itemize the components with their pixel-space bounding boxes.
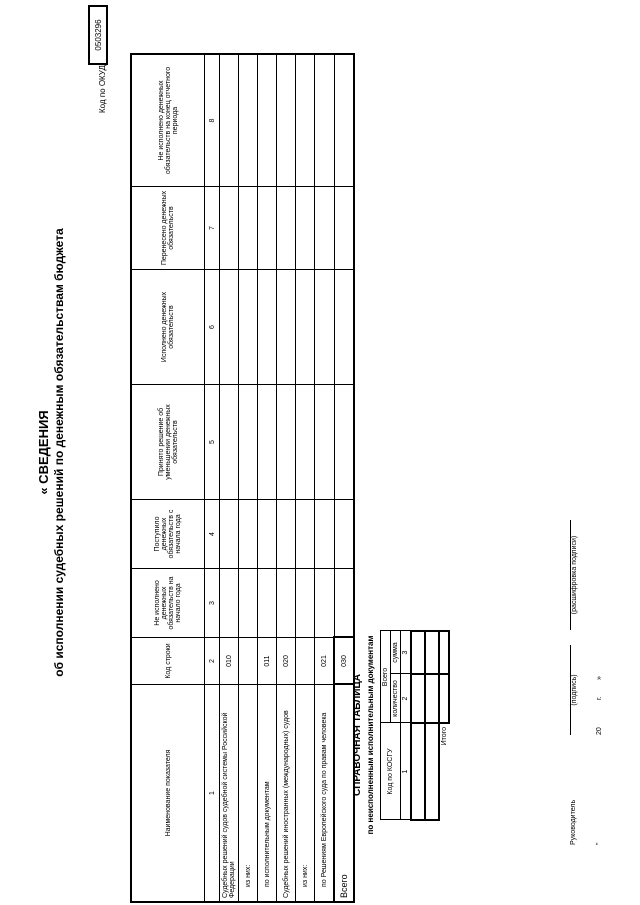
col-header: Не исполнено денежных обязательств на начало года xyxy=(131,569,205,638)
col-header: сумма xyxy=(391,631,401,674)
col-number: 5 xyxy=(205,385,220,500)
signature-sign-caption: (подпись) xyxy=(570,645,578,735)
date-year-prefix: 20 xyxy=(596,727,603,735)
col-number: 1 xyxy=(205,685,220,903)
table-row xyxy=(296,54,315,902)
row-code xyxy=(296,638,315,685)
column-numbers-row xyxy=(205,54,220,902)
col-number: 3 xyxy=(205,569,220,638)
signature-decode-caption: (расшифровка подписи) xyxy=(570,520,578,630)
row-code: 010 xyxy=(220,638,239,685)
row-name: Судебных решений иностранных (международных) судов xyxy=(277,685,296,903)
row-name: Судебных решений судов судебной системы Российской Федерации xyxy=(220,685,239,903)
col-number: 8 xyxy=(205,54,220,187)
main-table xyxy=(130,53,355,903)
col-header: Код по КОСГУ xyxy=(381,723,401,820)
row-code: 021 xyxy=(315,638,335,685)
col-header: Исполнено денежных обязательств xyxy=(131,270,205,385)
form-subtitle: об исполнении судебных решений по денежным обязательствам бюджета xyxy=(52,228,66,677)
form-title: « СВЕДЕНИЯ xyxy=(36,410,51,495)
reference-table xyxy=(380,630,450,821)
table-row xyxy=(315,54,335,902)
col-number: 6 xyxy=(205,270,220,385)
date-year-suffix: г. xyxy=(596,696,603,700)
reference-subtitle: по неисполненным исполнительным документам xyxy=(366,635,375,835)
col-header: Код строки xyxy=(131,638,205,685)
row-code: 020 xyxy=(277,638,296,685)
col-header: Перенесено денежных обязательств xyxy=(131,187,205,270)
col-number: 7 xyxy=(205,187,220,270)
col-number: 2 xyxy=(205,638,220,685)
row-name: из них: xyxy=(239,685,258,903)
total-label: Итого xyxy=(441,727,448,746)
col-header: Принято решение об уменьшении денежных обязательств xyxy=(131,385,205,500)
row-name: Всего xyxy=(334,685,354,903)
table-row xyxy=(258,54,277,902)
col-number: 2 xyxy=(401,674,412,723)
row-code: 030 xyxy=(334,638,354,685)
table-row-total xyxy=(334,54,354,902)
row-name: по исполнительным документам xyxy=(258,685,277,903)
table-row xyxy=(220,54,239,902)
table-row xyxy=(277,54,296,902)
col-header: Наименование показателя xyxy=(131,685,205,903)
col-header: количество xyxy=(391,674,401,723)
row-code: 011 xyxy=(258,638,277,685)
okud-label: Код по ОКУД xyxy=(98,65,107,113)
col-header: Всего xyxy=(381,631,391,723)
header-row xyxy=(131,54,205,902)
table-row xyxy=(239,54,258,902)
signature-head-label: Руководитель xyxy=(570,799,577,845)
col-header: Поступило денежных обязательств с начала года xyxy=(131,500,205,569)
col-number: 4 xyxy=(205,500,220,569)
col-header: Не исполнено денежных обязательств на конец отчетного периода xyxy=(131,54,205,187)
col-number: 3 xyxy=(401,631,412,674)
reference-title: СПРАВОЧНАЯ ТАБЛИЦА xyxy=(352,674,363,796)
okud-code: 0503296 xyxy=(88,5,108,65)
date-close-quote: » xyxy=(596,676,603,680)
col-number: 1 xyxy=(401,723,412,820)
row-name: по Решениям Европейского суда по правам человека xyxy=(315,685,335,903)
row-code xyxy=(239,638,258,685)
date-open-quote: " xyxy=(596,842,603,845)
row-name: из них: xyxy=(296,685,315,903)
